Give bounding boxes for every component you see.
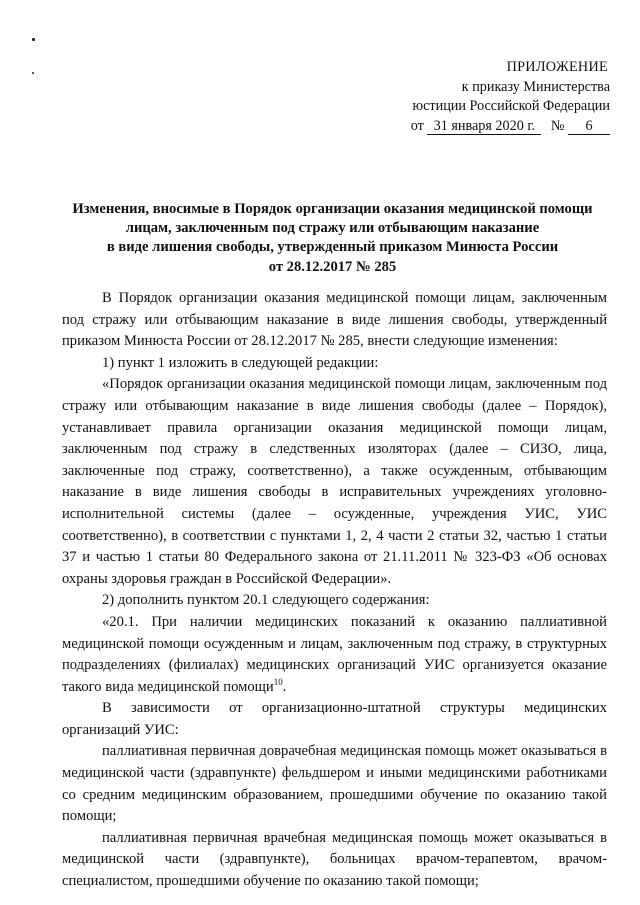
paragraph-physician-care: паллиативная первичная врачебная медицинская помощь может оказываться в медицинской части (здравпункте), больницах врачом-терапевтом, врачом-специалистом, прошедшими обучение по оказанию такой помощи; (62, 829, 607, 890)
order-date-line (390, 117, 610, 137)
order-reference: к приказу Министерства (461, 78, 610, 95)
order-number: 6 (568, 119, 610, 135)
paragraph-item-1-text: «Порядок организации оказания медицинской помощи лицам, заключенным под стражу или отбывающим наказание в виде лишения свободы (далее – Порядок), устанавливает правила организации оказания медицинской помощи лицам, заключенным под стражу в следственных изоляторах (далее – СИЗО, лица, заключенные под стражу, соответственно), а также осужденным, отбывающим наказание в виде лишения свободы в исправительных учреждениях уголовно-исполнительной системы (далее – осужденные, учреждения УИС, УИС соответственно), в соответствии с пунктами 1, 2, 4 части 2 статьи 32, частью 1 статьи 37 и частью 1 статьи 80 Федерального закона от 21.11.2011 № 323-ФЗ «Об основах охраны здоровья граждан в Российской Федерации». (62, 376, 607, 587)
number-prefix: № (550, 117, 565, 134)
paragraph-item-2: 2) дополнить пунктом 20.1 следующего содержания: (102, 592, 430, 609)
heading-line-4: от 28.12.2017 № 285 (268, 258, 397, 275)
appendix-title: ПРИЛОЖЕНИЕ (506, 59, 608, 75)
paragraph-intro: В Порядок организации оказания медицинской помощи лицам, заключенным под стражу или отбывающим наказание в виде лишения свободы, утвержденный приказом Минюста России от 28.12.2017 № 285, внести следующие изменения: (62, 290, 607, 350)
approval-stamp (390, 58, 610, 136)
footnote-marker: 10 (273, 676, 283, 687)
paragraph-item-20-1 (62, 612, 607, 698)
scan-mark (32, 38, 35, 41)
date-prefix: от (410, 117, 424, 134)
scan-mark (32, 72, 34, 74)
order-date: 31 января 2020 г. (427, 119, 541, 135)
document-heading (55, 200, 610, 277)
paragraph-end: . (282, 678, 287, 695)
heading-line-1: Изменения, вносимые в Порядок организации оказания медицинской помощи (72, 201, 593, 217)
ministry-name: юстиции Российской Федерации (412, 98, 610, 114)
paragraph-prehospital-care: паллиативная первичная доврачебная медицинская помощь может оказываться в медицинской части (здравпункте) фельдшером и иными медицинскими работниками со средним медицинским образованием, прошедшими обучение по оказанию такой помощи; (62, 743, 607, 825)
heading-line-3: в виде лишения свободы, утвержденный приказом Минюста России (106, 239, 559, 256)
paragraph-item-1: 1) пункт 1 изложить в следующей редакции: (102, 354, 379, 371)
heading-line-2: лицам, заключенным под стражу или отбывающим наказание (125, 220, 540, 237)
document-body (62, 288, 607, 893)
paragraph-structure: В зависимости от организационно-штатной структуры медицинских организаций УИС: (62, 700, 607, 738)
paragraph-item-20-1-text: «20.1. При наличии медицинских показаний к оказанию паллиативной медицинской помощи осужденным и лицам, заключенным под стражу, в структурных подразделениях (филиалах) медицинских организаций УИС организуется оказание такого вида медицинской помощи (62, 613, 607, 695)
